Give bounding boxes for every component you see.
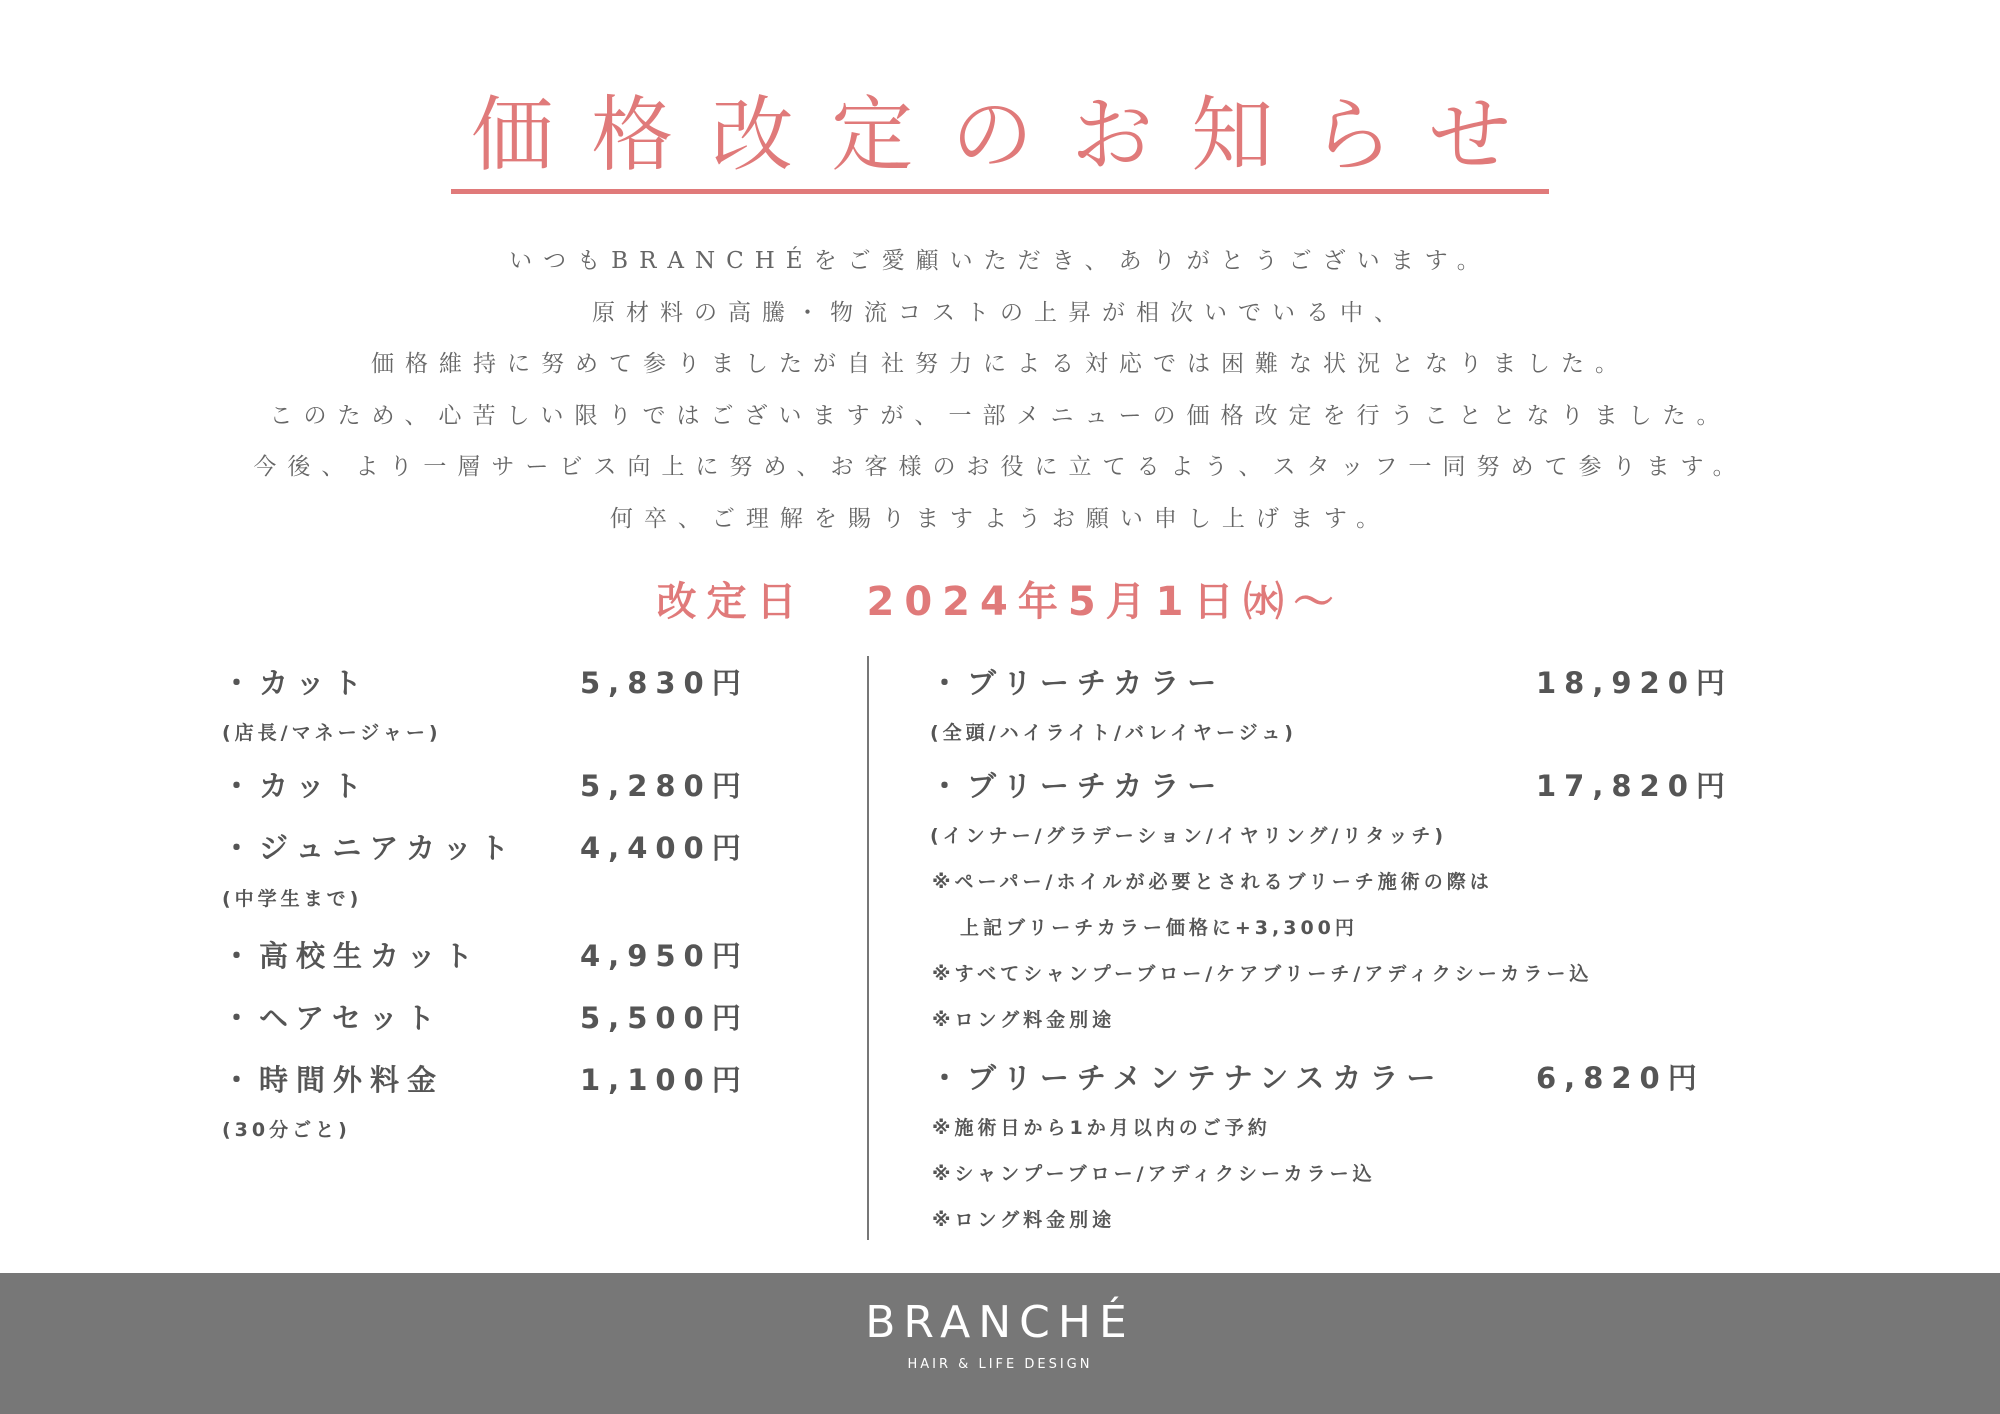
menu-item-price: 5,280円 (580, 769, 749, 803)
menu-item-price: 17,820円 (1536, 769, 1733, 803)
column-divider (867, 656, 869, 1240)
menu-note: ※ロング料金別途 (932, 1209, 1116, 1231)
intro-line: 何卒、ご理解を賜りますようお願い申し上げます。 (609, 505, 1391, 532)
footer-bar (0, 1273, 2000, 1414)
brand-logo: BRANCHÉ (865, 1297, 1135, 1348)
menu-item-price: 5,500円 (580, 1001, 749, 1035)
menu-item-price: 6,820円 (1536, 1061, 1705, 1095)
menu-item-price: 4,400円 (580, 831, 749, 865)
menu-item-name: ・カット (222, 769, 370, 803)
intro-text (0, 236, 2000, 545)
menu-note: ※シャンプーブロー/アディクシーカラー込 (932, 1163, 1376, 1185)
page-title: 価格改定のお知らせ (451, 95, 1549, 194)
menu-item-name: ・ブリーチメンテナンスカラー (930, 1061, 1444, 1095)
menu-note: 上記ブリーチカラー価格に+3,300円 (960, 917, 1358, 939)
revision-value: 2024年5月1日㈬～ (866, 579, 1344, 625)
menu-item-name: ・カット (222, 666, 370, 700)
revision-label: 改定日 (656, 579, 807, 625)
intro-line: 今後、より一層サービス向上に努め、お客様のお役に立てるよう、スタッフ一同努めて参ります。 (253, 454, 1747, 480)
menu-item-price: 18,920円 (1536, 666, 1733, 700)
intro-line: このため、心苦しい限りではございますが、一部メニューの価格改定を行うこととなりました。 (269, 402, 1731, 429)
menu-item-note: (全頭/ハイライト/バレイヤージュ) (930, 722, 1297, 744)
menu-item-price: 4,950円 (580, 939, 749, 973)
revision-date (0, 570, 2000, 627)
intro-line: いつもBRANCHÉをご愛顧いただき、ありがとうございます。 (509, 248, 1491, 274)
intro-line: 原材料の高騰・物流コストの上昇が相次いでいる中、 (592, 299, 1408, 326)
menu-item-name: ・高校生カット (222, 939, 481, 973)
brand-tagline: HAIR & LIFE DESIGN (907, 1357, 1093, 1372)
menu-note: ※ペーパー/ホイルが必要とされるブリーチ施術の際は (932, 871, 1493, 893)
menu-item-note: (30分ごと) (222, 1119, 351, 1141)
menu-item-price: 5,830円 (580, 666, 749, 700)
menu-item-name: ・ブリーチカラー (930, 666, 1225, 700)
title-wrap (0, 88, 2000, 194)
intro-line: 価格維持に努めて参りましたが自社努力による対応では困難な状況となりました。 (371, 351, 1629, 377)
menu-item-note: (インナー/グラデーション/イヤリング/リタッチ) (930, 825, 1448, 847)
menu-item-name: ・ヘアセット (222, 1001, 443, 1035)
menu-note: ※すべてシャンプーブロー/ケアブリーチ/アディクシーカラー込 (932, 963, 1593, 985)
menu-item-name: ・ジュニアカット (222, 831, 517, 865)
menu-note: ※ロング料金別途 (932, 1009, 1116, 1031)
menu-item-note: (中学生まで) (222, 888, 363, 910)
menu-note: ※施術日から1か月以内のご予約 (932, 1117, 1271, 1139)
menu-item-name: ・時間外料金 (222, 1063, 445, 1097)
menu-item-note: (店長/マネージャー) (222, 722, 442, 744)
menu-item-name: ・ブリーチカラー (930, 769, 1225, 803)
menu-item-price: 1,100円 (580, 1063, 749, 1097)
